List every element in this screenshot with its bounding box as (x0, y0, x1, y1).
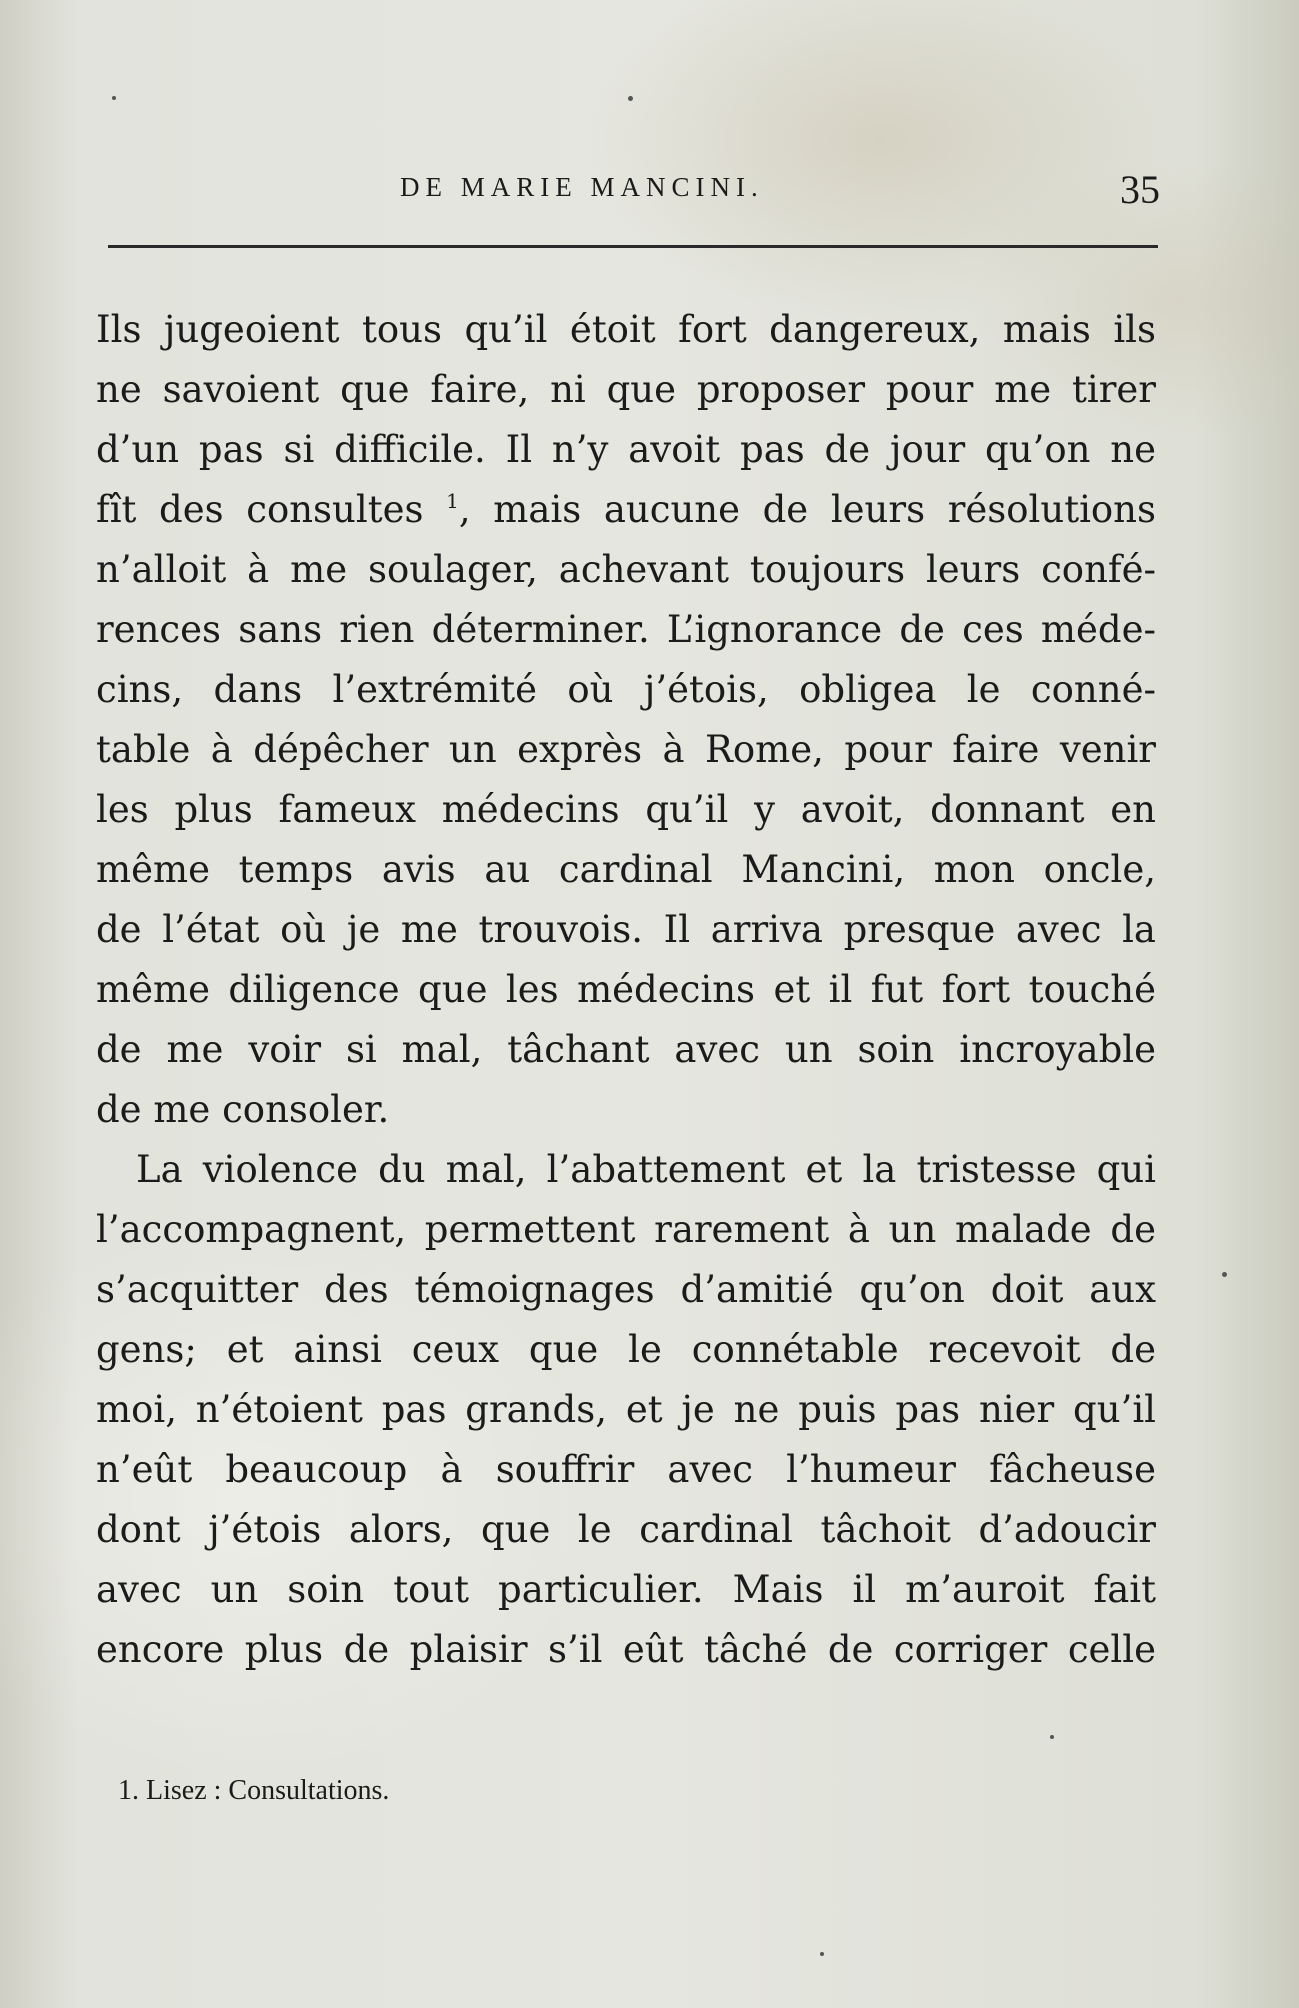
paper-speck (1050, 1735, 1054, 1739)
text-line-with-note (96, 480, 1156, 540)
text-line: n’eût beaucoup à souffrir avec l’humeur fâcheuse (96, 1448, 1156, 1491)
footnote-mark: 1 (446, 489, 459, 513)
text-line: gens; et ainsi ceux que le connétable recevoit de (96, 1328, 1156, 1371)
running-head (100, 166, 1160, 216)
text-line: Ils jugeoient tous qu’il étoit fort dangereux, mais ils (96, 308, 1156, 351)
text-fragment: fît des consultes (96, 488, 424, 531)
text-line: même temps avis au cardinal Mancini, mon oncle, (96, 848, 1156, 891)
text-line: l’accompagnent, permettent rarement à un malade de (96, 1208, 1156, 1251)
text-line: de l’état où je me trouvois. Il arriva presque avec la (96, 908, 1156, 951)
text-line: ne savoient que faire, ni que proposer pour me tirer (96, 368, 1156, 411)
text-line: n’alloit à me soulager, achevant toujours leurs confé- (96, 548, 1156, 591)
paper-speck (112, 96, 116, 100)
text-line: table à dépêcher un exprès à Rome, pour faire venir (96, 728, 1156, 771)
text-line: les plus fameux médecins qu’il y avoit, donnant en (96, 788, 1156, 831)
text-line: La violence du mal, l’abattement et la tristesse qui (136, 1148, 1156, 1191)
text-line: cins, dans l’extrémité où j’étois, obligea le conné- (96, 668, 1156, 711)
text-line: rences sans rien déterminer. L’ignorance de ces méde- (96, 608, 1156, 651)
paper-speck (1222, 1272, 1227, 1277)
text-line: même diligence que les médecins et il fut fort touché (96, 968, 1156, 1011)
text-line: s’acquitter des témoignages d’amitié qu’on doit aux (96, 1268, 1156, 1311)
text-line: encore plus de plaisir s’il eût tâché de corriger celle (96, 1628, 1156, 1671)
text-line: de me consoler. (96, 1088, 390, 1131)
text-fragment: , mais aucune de leurs résolutions (458, 488, 1157, 531)
text-line: de me voir si mal, tâchant avec un soin incroyable (96, 1028, 1156, 1071)
paper-speck (820, 1952, 824, 1956)
body-text (96, 300, 1156, 1680)
text-line: avec un soin tout particulier. Mais il m’auroit fait (96, 1568, 1156, 1611)
text-line: d’un pas si difficile. Il n’y avoit pas de jour qu’on ne (96, 428, 1156, 471)
text-line: dont j’étois alors, que le cardinal tâchoit d’adoucir (96, 1508, 1156, 1551)
header-rule (108, 245, 1158, 248)
footnote: 1. Lisez : Consultations. (118, 1775, 390, 1806)
page-number: 35 (1120, 167, 1160, 212)
paper-speck (628, 96, 633, 101)
text-line: moi, n’étoient pas grands, et je ne puis pas nier qu’il (96, 1388, 1156, 1431)
running-title: DE MARIE MANCINI. (400, 172, 764, 202)
